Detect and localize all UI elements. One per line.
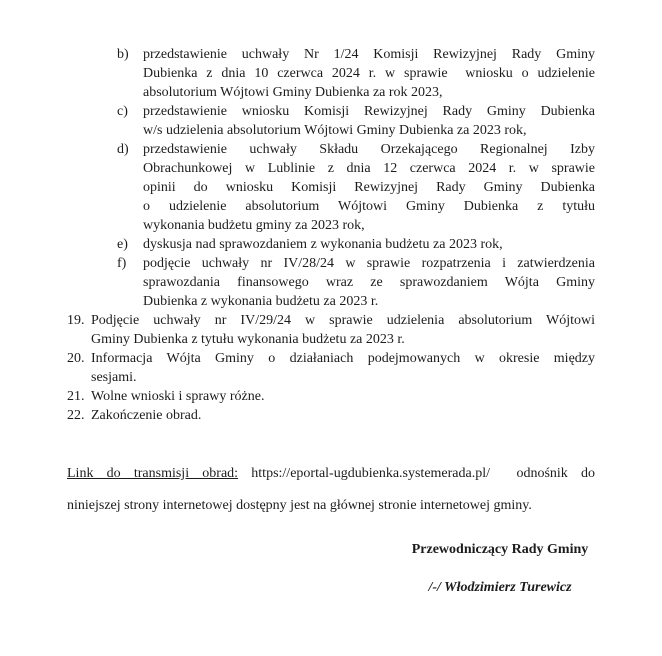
text-line: Dubienka z wykonania budżetu za 2023 r. xyxy=(143,294,379,309)
text-line: sesjami. xyxy=(91,370,137,385)
signature-title: Przewodniczący Rady Gminy xyxy=(411,542,589,557)
list-item xyxy=(117,254,595,311)
list-item xyxy=(67,406,595,425)
text-line: Gminy Dubienka z tytułu wykonania budżetu za 2023 r. xyxy=(91,332,405,347)
list-item xyxy=(117,140,595,235)
text-line: wykonania budżetu gminy za 2023 rok, xyxy=(143,218,365,233)
text-line: w/s udzielenia absolutorium Wójtowi Gminy Dubienka za 2023 rok, xyxy=(143,123,527,138)
document-content xyxy=(0,45,662,597)
text-line: przedstawienie uchwały Nr 1/24 Komisji Rewizyjnej Rady Gminy xyxy=(143,47,595,62)
list-marker: 22. xyxy=(67,408,85,423)
text-line: o udzielenie absolutorium Wójtowi Gminy Dubienka z tytułu xyxy=(143,199,595,214)
list-marker: 20. xyxy=(67,351,85,366)
list-marker: e) xyxy=(117,237,128,252)
text-line: Dubienka z dnia 10 czerwca 2024 r. w sprawie wniosku o udzielenie xyxy=(143,66,595,81)
text-line: przedstawienie uchwały Składu Orzekającego Regionalnej Izby xyxy=(143,142,595,157)
text-line: podjęcie uchwały nr IV/28/24 w sprawie rozpatrzenia i zatwierdzenia xyxy=(143,256,595,271)
list-marker: 21. xyxy=(67,389,85,404)
list-item xyxy=(117,45,595,102)
text-line: dyskusja nad sprawozdaniem z wykonania budżetu za 2023 rok, xyxy=(143,237,503,252)
list-marker: c) xyxy=(117,104,128,119)
link-paragraph-line1 xyxy=(67,458,595,490)
transmission-link-paragraph xyxy=(67,458,595,522)
list-marker: f) xyxy=(117,256,127,271)
link-paragraph-line2: niniejszej strony internetowej dostępny jest na głównej stronie internetowej gminy. xyxy=(67,498,532,513)
link-label: Link do transmisji obrad: xyxy=(67,466,239,481)
text-line: sprawozdania finansowego wraz ze sprawozdaniem Wójta Gminy xyxy=(143,275,595,290)
list-item xyxy=(67,387,595,406)
list-marker: d) xyxy=(117,142,129,157)
signature-block xyxy=(370,540,630,597)
list-marker: 19. xyxy=(67,313,85,328)
list-item xyxy=(117,235,595,254)
text-line: absolutorium Wójtowi Gminy Dubienka za rok 2023, xyxy=(143,85,443,100)
list-item xyxy=(67,349,595,387)
numbered-list xyxy=(67,311,595,425)
list-item xyxy=(67,311,595,349)
text-line: Zakończenie obrad. xyxy=(91,408,202,423)
text-line: opinii do wniosku Komisji Rewizyjnej Rady Gminy Dubienka xyxy=(143,180,595,195)
list-item xyxy=(117,102,595,140)
text-line: Obrachunkowej w Lublinie z dnia 12 czerwca 2024 r. w sprawie xyxy=(143,161,595,176)
link-url-text: https://eportal-ugdubienka.systemerada.pl/ odnośnik do xyxy=(238,466,595,481)
text-line: przedstawienie wniosku Komisji Rewizyjnej Rady Gminy Dubienka xyxy=(143,104,595,119)
lettered-list xyxy=(117,45,595,311)
signature-name: /-/ Włodzimierz Turewicz xyxy=(428,580,572,595)
text-line: Wolne wnioski i sprawy różne. xyxy=(91,389,265,404)
list-marker: b) xyxy=(117,47,129,62)
text-line: Podjęcie uchwały nr IV/29/24 w sprawie udzielenia absolutorium Wójtowi xyxy=(91,313,595,328)
text-line: Informacja Wójta Gminy o działaniach podejmowanych w okresie między xyxy=(91,351,595,366)
